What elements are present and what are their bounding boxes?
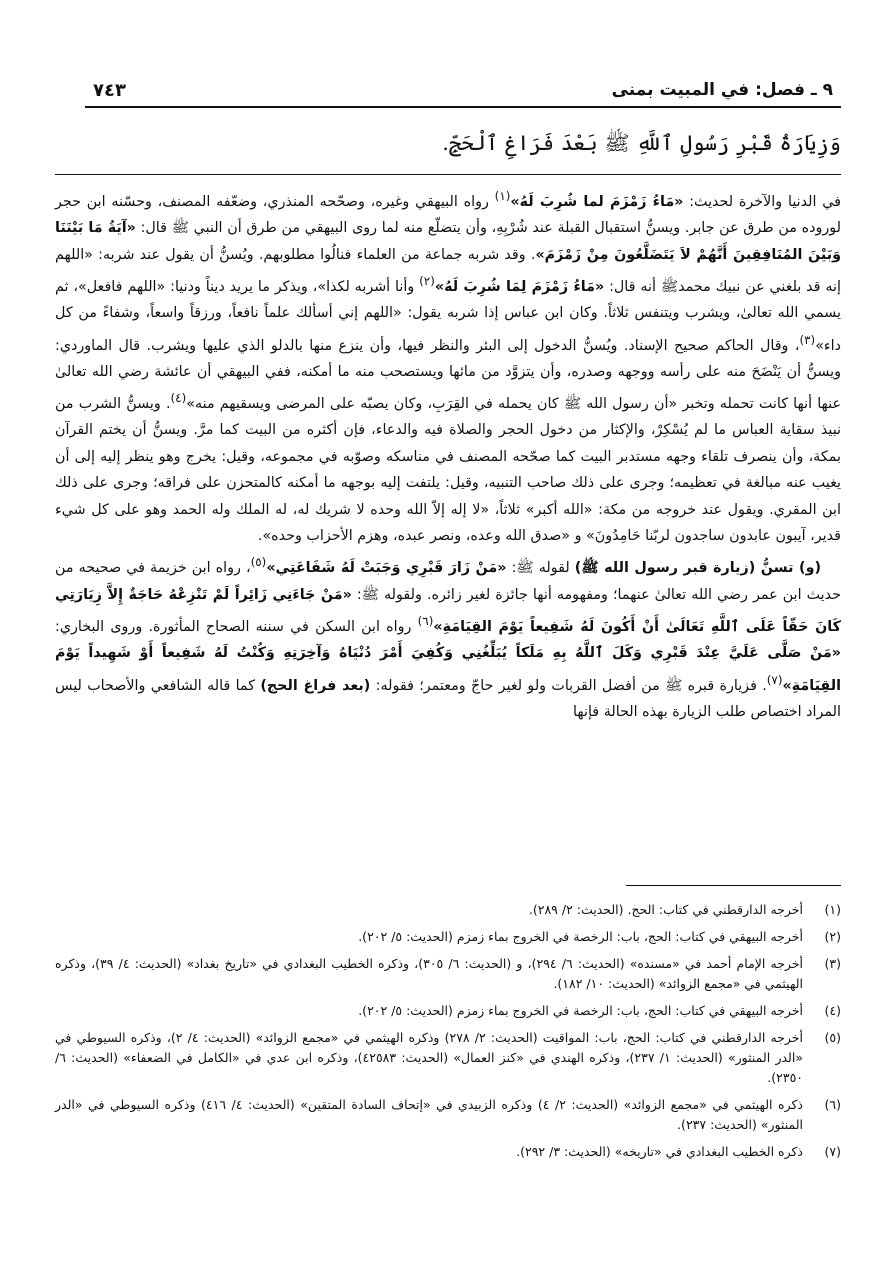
footnote-divider <box>626 885 841 886</box>
text-span: كما قاله الشافعي والأصحاب ليس المراد اختصاص طلب الزيارة بهذه الحالة فإنها <box>55 677 841 720</box>
footnote <box>55 1028 841 1088</box>
text-span: رواه ابن السكن في سننه الصحاح المأثورة. وروى البخاري: <box>55 618 418 635</box>
footnote-ref[interactable]: (٣) <box>799 332 816 347</box>
hadith-quote: «مَاءُ زَمْزَمَ لِمَا شُرِبَ لَهُ» <box>434 278 605 295</box>
footnote-text: ذكره الخطيب البغدادي في «تاريخه» (الحديث: ٣/ ٢٩٢). <box>516 1144 803 1159</box>
text-span: وأنا أشربه لكذا»، ويذكر ما يريد ديناً ودنيا: «اللهم فافعل»، ثم يسمي الله تعالىٰ، ويشرب ويتنفس ثلاثاً. وكان ابن عباس إذا شربه يقول: «اللهم إني أسألك علماً نافعاً، ورزقاً واسعاً، وشفاءً من كل داء» <box>55 278 841 354</box>
footnote-ref[interactable]: (٥) <box>250 555 267 570</box>
hadith-quote: «مَنْ صَلَّى عَلَيَّ عِنْدَ قَبْرِي وَكَلَ ٱللَّهُ بِهِ مَلَكاً يُبَلِّغُنِي وَكُفِيَ أَمْرَ دُنْيَاهُ وَآخِرَتِهِ وَكُنْتُ لَهُ شَفِيعاً أَوْ شَهِيداً يَوْمَ القِيَامَةِ» <box>55 645 841 694</box>
text-span: . فزيارة قبره ﷺ من أفضل القربات ولو لغير حاجّ ومعتمر؛ فقوله: <box>370 677 767 694</box>
text-span: رواه البيهقي وغيره، وصحّحه المنذري، وضعّفه المصنف، وحسّنه ابن حجر لوروده من طرق عن جابر. ويسنُّ استقبال القبلة عند شُرْبِهِ، وأن يتضلّع منه لما روى البيهقي من طرق أن النبي ﷺ قال: <box>55 193 841 237</box>
text-span: ، رواه ابن خزيمة في صحيحه من حديث ابن عمر رضي الله تعالىٰ عنهما؛ ومفهومه أنها جائزة لغير زائره. ولقوله ﷺ: <box>55 560 841 603</box>
footnote <box>55 954 841 994</box>
footnote-text: أخرجه البيهقي في كتاب: الحج، باب: الرخصة في الخروج بماء زمزم (الحديث: ٥/ ٢٠٢). <box>358 1003 803 1018</box>
footnote-number: (٥) <box>824 1030 841 1045</box>
matn-quote: (بعد فراغ الحج) <box>260 677 371 694</box>
commentary-body <box>55 183 841 725</box>
text-span: . ويسنُّ الشرب من نبيذ سقاية العباس ما لم يُسْكِرْ، والإكثار من دخول الحجر والصلاة فيه والدعاء، فإن أكثره من البيت كما مرَّ. ويسنُّ أن يختم القرآن بمكة، وأن ينصرف تلقاء وجهه مستدبر البيت كما صحّحه المصنف في مناسكه وصوّبه في مجموعه، وقيل: يخرج وهو ينظر إليه إلى أن يغيب عنه مبالغة في تعظيمه؛ وجرى على ذلك صاحب التنبيه، وقيل: يلتفت إليه بوجهه ما أمكنه كالمتحزن على فراقه؛ وجرى على ذلك ابن المقري. ويقول عند خروجه من مكة: «الله أكبر» ثلاثاً، «لا إله إلاّ الله وحده لا شريك له، له الملك وله الحمد وهو على كل شيء قدير، آيبون عابدون ساجدون لربّنا حَامِدُونَ» و «صدق الله وعده، ونصر عبده، وهزم الأحزاب وحده». <box>55 395 841 544</box>
footnote-number: (٧) <box>824 1144 841 1159</box>
footnote <box>55 1001 841 1021</box>
page-number: ٧٤٣ <box>93 80 126 101</box>
paragraph-zamzam <box>55 183 841 549</box>
footnote-number: (٤) <box>824 1003 841 1018</box>
footnote-text: أخرجه الإمام أحمد في «مسنده» (الحديث: ٦/ ٢٩٤)، و (الحديث: ٦/ ٣٠٥)، وذكره الخطيب البغدادي في «تاريخ بغداد» (الحديث: ٤/ ٣٩)، وذكره الهيثمي في «مجمع الزوائد» (الحديث: ١٠/ ١٨٢). <box>55 956 804 991</box>
matn-text: وَزِيَارَةُ قَبْرِ رَسُولِ ٱللَّهِ ﷺ بَعْدَ فَرَاغِ ٱلْحَجِّ. <box>442 131 841 155</box>
footnote-ref[interactable]: (٦) <box>417 613 434 628</box>
hadith-quote: «مَنْ جَاءَنِي زَائِراً لَمْ تَنْزِعْهُ حَاجَةٌ إِلاَّ زِيَارَتِي كَانَ حَقّاً عَلَى ٱللَّهِ تَعَالَىٰ أَنْ أَكُونَ لَهُ شَفِيعاً يَوْمَ القِيَامَةِ» <box>55 586 841 635</box>
footnote-text: أخرجه البيهقي في كتاب: الحج، باب: الرخصة في الخروج بماء زمزم (الحديث: ٥/ ٢٠٢). <box>358 929 803 944</box>
hadith-quote: «آيَةُ مَا بَيْنَنَا وَبَيْنَ المُنَافِقِينَ أَنَّهُمْ لاَ يَتَضَلَّعُونَ مِنْ زَمْزَمَ» <box>55 220 841 263</box>
footnote <box>55 900 841 920</box>
matn-quote: (زيارة قبر رسول الله ﷺ) <box>574 560 756 577</box>
chapter-title: ٩ ـ فصل: في المبيت بمنى <box>611 80 833 100</box>
hadith-quote: «مَاءُ زَمْزَمَ لما شُرِبَ لَهُ» <box>510 193 684 210</box>
footnote-text: أخرجه الدارقطني في كتاب: الحج، باب: المواقيت (الحديث: ٢/ ٢٧٨) وذكره الهيثمي في «مجمع الزوائد» (الحديث: ٤/ ٢)، وذكره السيوطي في «الدر المنثور» (الحديث: ١/ ٢٣٧)، وذكره الهندي في «كنز العمال» (الحديث: ٤٢٥٨٣)، وذكره ابن عدي في «الكامل في الضعفاء» (الحديث: ٦/ ٢٣٥٠). <box>55 1030 803 1085</box>
text-span: (و) تسنُّ <box>755 560 821 577</box>
footnote-ref[interactable]: (١) <box>494 189 511 203</box>
footnote <box>55 1142 841 1162</box>
footnote-number: (٢) <box>824 929 841 944</box>
footnote-number: (١) <box>824 902 841 917</box>
footnote-ref[interactable]: (٢) <box>419 273 435 288</box>
footnote-number: (٣) <box>824 956 841 971</box>
footnote-number: (٦) <box>824 1097 841 1112</box>
matn-divider <box>55 174 841 175</box>
text-span: لقوله ﷺ: <box>506 560 575 577</box>
text-span: ، وقال الحاكم صحيح الإسناد. ويُسنُّ الدخول إلى البئر والنظر فيها، وأن ينزع منها بالدلو الذي عليها ويشرب. قال الماوردي: ويسنُّ أن يَنْضَحَ منه على رأسه ووجهه وصدره، وأن يتزوَّد من مائها ويستصحب منه ما أمكنه، ففي البيهقي أن عائشة رضي الله تعالىٰ عنها أنها كانت تحمله وتخبر «أن رسول الله ﷺ كان يحمله في القِرَبِ، وكان يصبّه على المرضى ويسقيهم منه» <box>55 337 841 412</box>
footnote-text: أخرجه الدارقطني في كتاب: الحج. (الحديث: ٢/ ٢٨٩). <box>528 902 803 917</box>
paragraph-ziyarah <box>55 549 841 725</box>
footnotes <box>55 900 841 1169</box>
text-span: . وقد شربه جماعة من العلماء فنالُوا مطلوبهم. ويُسنُّ أن يقول عند شربه: «اللهم إنه قد بلغني عن نبيك محمدﷺ أنه قال: <box>55 246 842 295</box>
footnote-ref[interactable]: (٤) <box>170 391 187 406</box>
footnote-text: ذكره الهيثمي في «مجمع الزوائد» (الحديث: ٢/ ٤) وذكره الزبيدي في «إتحاف السادة المتقين» (الحديث: ٤/ ٤١٦) وذكره السيوطي في «الدر المنثور» (الحديث: ٢٣٧). <box>55 1097 803 1132</box>
running-header <box>85 80 841 108</box>
hadith-quote: «مَنْ زَارَ قَبْرِي وَجَبَتْ لَهُ شَفَاعَتِي» <box>266 560 507 577</box>
footnote-ref[interactable]: (٧) <box>766 672 783 687</box>
footnote <box>55 1095 841 1135</box>
text-span: في الدنيا والآخرة لحديث: <box>683 193 841 210</box>
footnote <box>55 927 841 947</box>
